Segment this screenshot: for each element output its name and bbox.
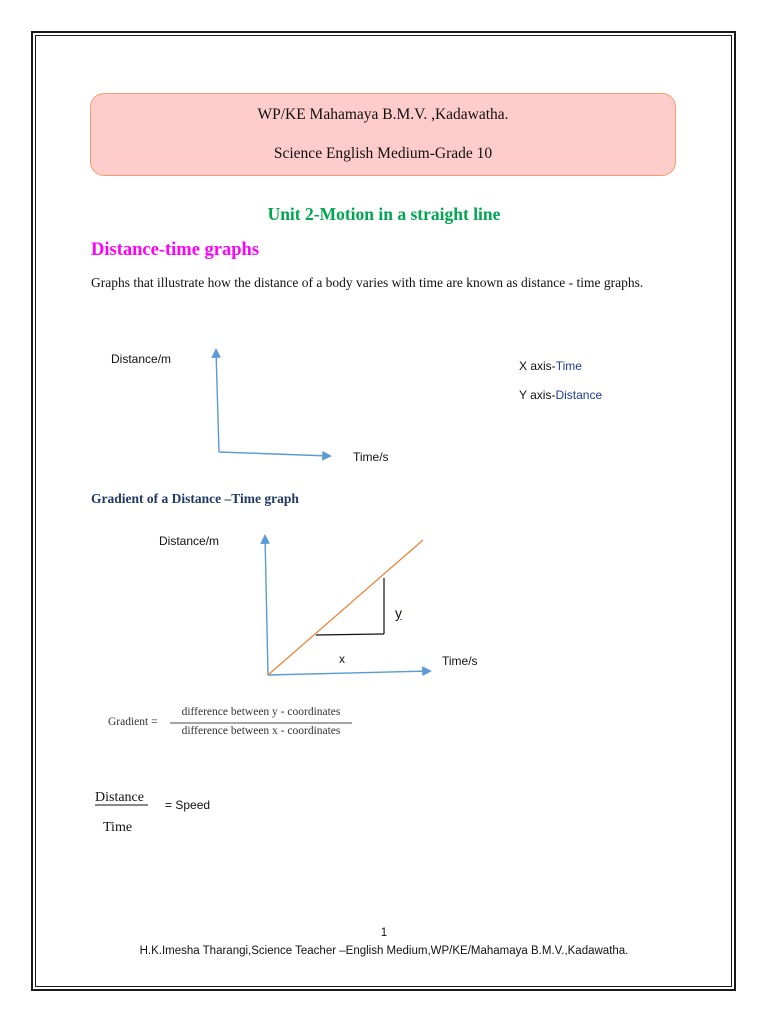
speed-denominator: Time (103, 820, 133, 835)
rise-label: y (395, 605, 402, 621)
speed-numerator: Distance (95, 790, 144, 805)
formula-lhs: Gradient = (108, 716, 158, 728)
distance-time-line (268, 540, 423, 675)
page-number: 1 (380, 927, 388, 939)
graph1-x-axis (219, 452, 330, 456)
footer-credit: H.K.Imesha Tharangi,Science Teacher –English Medium,WP/KE/Mahamaya B.M.V.,Kadawatha. (139, 945, 629, 957)
run-segment (316, 634, 384, 635)
formula-denominator: difference between x - coordinates (181, 725, 341, 737)
course-name: Science English Medium-Grade 10 (273, 145, 493, 162)
graph2-y-axis (265, 536, 268, 675)
graph1-y-label: Distance/m (111, 352, 172, 366)
graph1-x-label: Time/s (353, 450, 389, 464)
graph2-y-label: Distance/m (159, 534, 220, 548)
graph1-y-axis (216, 350, 219, 452)
formula-numerator: difference between y - coordinates (181, 706, 341, 718)
gradient-subtitle: Gradient of a Distance –Time graph (91, 491, 299, 506)
section-title: Distance-time graphs (91, 240, 260, 260)
run-label: x (339, 652, 345, 666)
school-name: WP/KE Mahamaya B.M.V. ,Kadawatha. (257, 106, 509, 123)
y-axis-prefix: Y axis- (519, 388, 556, 402)
y-axis-value: Distance (555, 388, 603, 402)
graph2-x-label: Time/s (442, 654, 478, 668)
x-axis-value: Time (555, 359, 582, 373)
intro-paragraph: Graphs that illustrate how the distance of a body varies with time are known as distance - time graphs. (91, 275, 644, 290)
speed-result: = Speed (165, 798, 211, 812)
graph2-x-axis (268, 671, 430, 675)
x-axis-prefix: X axis- (519, 359, 556, 373)
unit-title: Unit 2-Motion in a straight line (267, 204, 501, 224)
